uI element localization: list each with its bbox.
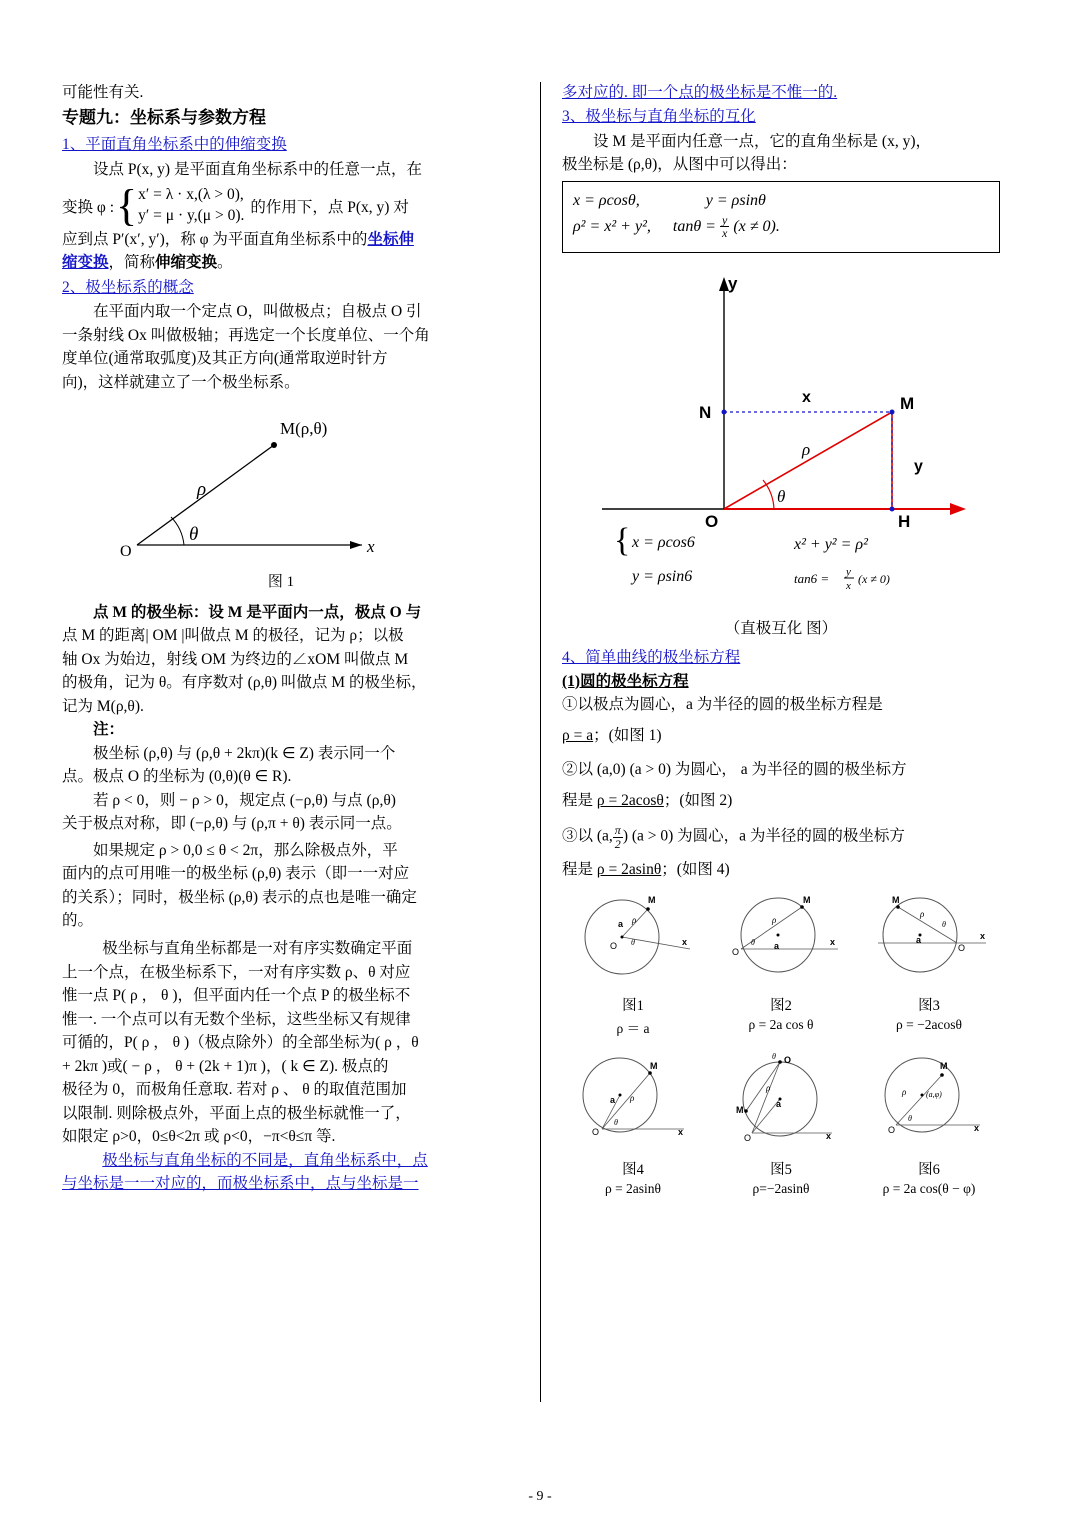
- diagram-label-x: x: [802, 389, 811, 407]
- section-2-heading: 2、极坐标系的概念: [62, 278, 194, 296]
- left-p21: 极坐标与直角坐标都是一对有序实数确定平面: [102, 940, 413, 958]
- circle-figure-5: [710, 1051, 852, 1197]
- left-p8: [62, 602, 500, 624]
- circle-figure-2-svg: [710, 887, 852, 987]
- diagram-label-M: M: [900, 394, 915, 414]
- figure-1-svg: [62, 400, 500, 570]
- left-p10: 轴 Ox 为始边，射线 OM 为终边的∠xOM 叫做点 M: [62, 650, 409, 668]
- circle-eq-3: ρ = 2asinθ: [596, 860, 662, 878]
- circle-figure-1-svg: [562, 887, 704, 987]
- right-p5: [562, 725, 1000, 747]
- fig3-label-rho: ρ: [920, 909, 925, 919]
- left-p18: 面内的点可用唯一的极坐标 (ρ,θ) 表示（即一一对应: [62, 865, 410, 883]
- right-column: [562, 82, 1000, 1197]
- fig2-label-a: a: [774, 941, 780, 951]
- circle-figure-3-caption: 图3: [918, 998, 940, 1014]
- sub-eq-4-cond: (x ≠ 0): [858, 572, 890, 587]
- circle-figure-2: [710, 887, 852, 1033]
- fig3-label-a: a: [916, 935, 922, 945]
- circle-figure-1-equation: ρ ＝ a: [616, 1021, 650, 1036]
- circle-figure-2-caption: 图2: [770, 998, 792, 1014]
- sub-eq-2: y = ρsin6: [632, 568, 693, 586]
- circle-figure-6-caption: 图6: [918, 1162, 940, 1178]
- figure-1-label-theta: θ: [189, 524, 199, 546]
- diagram-label-y-axis: y: [728, 274, 738, 294]
- left-p4: [62, 301, 500, 323]
- left-p14: 点。极点 O 的坐标为 (0,θ)(θ ∈ R).: [62, 768, 292, 786]
- conversion-y-eq: y = ρsinθ: [705, 191, 766, 209]
- left-column: [62, 82, 500, 1197]
- circle-figure-4-equation: ρ = 2asinθ: [604, 1181, 662, 1196]
- left-p11: 的极角，记为 θ。有序数对 (ρ,θ) 叫做点 M 的极坐标，: [62, 674, 427, 692]
- fig5-label-x: x: [826, 1131, 832, 1141]
- fig6-label-M: M: [940, 1061, 948, 1071]
- circle-figure-5-equation: ρ=−2asinθ: [752, 1181, 810, 1196]
- fig4-label-x: x: [678, 1127, 684, 1137]
- circle-eq-2-ref: ；(如图 2): [663, 791, 733, 809]
- figure-1-label-x: x: [367, 537, 375, 557]
- fig2-label-theta: θ: [751, 938, 755, 947]
- sub-eq-4: tan6 =: [794, 571, 830, 587]
- fig2-label-rho: ρ: [772, 915, 777, 925]
- left-p3-text: ，简称: [108, 254, 156, 272]
- left-p3-tail: 。: [217, 254, 233, 272]
- left-p22: 上一个点，在极坐标系下，一对有序实数 ρ、θ 对应: [62, 963, 411, 981]
- conversion-diagram-svg: [562, 259, 1000, 609]
- left-p19: 的关系）；同时，极坐标 (ρ,θ) 表示的点也是唯一确定: [62, 888, 417, 906]
- pi-over-two-fraction: [613, 824, 623, 850]
- circle-eq-1-ref: ；(如图 1): [593, 726, 662, 744]
- fig3-label-theta: θ: [942, 920, 946, 929]
- fig6-label-rho: ρ: [902, 1087, 907, 1097]
- column-divider: [540, 82, 541, 1402]
- fig1-label-theta: θ: [631, 938, 635, 947]
- right-p3: 极坐标是 (ρ,θ)，从图中可以得出：: [562, 156, 797, 174]
- right-p8-tail: ) (a > 0) 为圆心，a 为半径的圆的极坐标方: [622, 828, 905, 845]
- left-line-top: 可能性有关.: [62, 84, 144, 101]
- fig6-label-point: (a,φ): [926, 1090, 942, 1099]
- circle-figure-6-equation: ρ = 2a cos(θ − φ): [882, 1181, 976, 1196]
- left-p9: 点 M 的距离| OM |叫做点 M 的极径，记为 ρ；以极: [62, 627, 404, 645]
- conversion-line-1: [573, 192, 989, 210]
- circle-eq-2: ρ = 2acosθ: [596, 791, 664, 809]
- left-p26: + 2kπ )或( − ρ ， θ + (2k + 1)π )，( k ∈ Z). 极点的: [62, 1057, 389, 1075]
- left-p28: 以限制. 则除极点外，平面上点的极坐标就惟一了，: [62, 1104, 411, 1122]
- left-p3: [62, 252, 500, 274]
- circle-figure-3-svg: [858, 887, 1000, 987]
- circle-figures-row-1: [562, 887, 1000, 1037]
- right-p7: [562, 790, 1000, 812]
- circle-figure-2-equation: ρ = 2a cos θ: [748, 1017, 814, 1032]
- circle-figure-6-svg: [858, 1051, 1000, 1151]
- right-p6: ②以 (a,0) (a > 0) 为圆心， a 为半径的圆的极坐标方: [562, 761, 907, 779]
- subsection-circle-heading: (1)圆的极坐标方程: [562, 673, 689, 690]
- fig3-label-M: M: [892, 895, 900, 905]
- left-p4-text: 在平面内取一个定点 O，叫做极点；自极点 O 引: [93, 303, 422, 321]
- conversion-cond: (x ≠ 0).: [733, 217, 780, 235]
- fig1-label-M: M: [648, 895, 656, 905]
- left-p2-text: 应到点 P′(x′, y′)，称 φ 为平面直角坐标系中的: [62, 230, 368, 248]
- transform-line-2: y′ = μ · y,(μ > 0).: [138, 206, 245, 224]
- fig5-label-M: M: [736, 1105, 744, 1115]
- transform-line-1: x′ = λ · x,(λ > 0),: [138, 186, 244, 204]
- figure-1-label-M: M(ρ,θ): [280, 419, 328, 439]
- conversion-line-2: [573, 214, 989, 240]
- section-4-heading: 4、简单曲线的极坐标方程: [562, 648, 741, 666]
- two-den: 2: [614, 836, 621, 851]
- fig5-label-a: a: [776, 1099, 782, 1109]
- circle-figure-3-equation: ρ = −2acosθ: [896, 1017, 962, 1032]
- fig5-label-theta: θ: [772, 1052, 776, 1061]
- fig3-label-x: x: [980, 931, 986, 941]
- left-p20: 的。: [62, 912, 94, 930]
- circle-figure-3: [858, 887, 1000, 1033]
- sub-eq-brace: {: [614, 522, 631, 560]
- sub-eq-1: x = ρcos6: [632, 534, 695, 552]
- fig4-label-rho: ρ: [630, 1093, 635, 1103]
- fig5-label-O: O: [744, 1133, 752, 1143]
- right-p2: 设 M 是平面内任意一点，它的直角坐标是 (x, y)，: [593, 132, 931, 150]
- fig4-label-theta: θ: [614, 1118, 618, 1127]
- right-p9-lead: 程是: [562, 860, 594, 878]
- fig6-label-x: x: [974, 1123, 980, 1133]
- diagram-label-ylen: y: [914, 458, 923, 476]
- fig5-label-rho: ρ: [766, 1083, 771, 1093]
- left-p24: 惟一. 一个点可以有无数个坐标，这些坐标又有规律: [62, 1010, 411, 1028]
- left-p16: 关于极点对称，即 (−ρ,θ) 与 (ρ,π + θ) 表示同一点。: [62, 815, 402, 833]
- right-p8: [562, 824, 1000, 850]
- left-p27: 极径为 0，而极角任意取. 若对 ρ 、 θ 的取值范围加: [62, 1081, 407, 1099]
- fig1-label-a: a: [618, 919, 624, 929]
- fig2-label-x: x: [830, 937, 836, 947]
- circle-figure-5-svg: [710, 1051, 852, 1151]
- page-title: 专题九：坐标系与参数方程: [62, 108, 266, 128]
- circle-figure-1-caption: 图1: [622, 998, 644, 1014]
- diagram-label-rho: ρ: [802, 440, 811, 460]
- transform-lines: [138, 185, 244, 227]
- right-p8-lead: ③以 (a,: [562, 828, 613, 845]
- transform-formula: [62, 180, 500, 230]
- conversion-fraction-num: y: [721, 212, 728, 227]
- left-p3-emph1: 缩变换: [62, 254, 109, 272]
- circle-figures-row-2: [562, 1051, 1000, 1197]
- fig2-label-O: O: [732, 947, 740, 957]
- diagram-label-H: H: [898, 512, 911, 532]
- fig4-label-O: O: [592, 1127, 600, 1137]
- figure-1-label-rho: ρ: [197, 479, 207, 501]
- left-p15: 若 ρ < 0，则 − ρ > 0，规定点 (−ρ,θ) 与点 (ρ,θ): [93, 791, 396, 809]
- left-p13: 极坐标 (ρ,θ) 与 (ρ,θ + 2kπ)(k ∈ Z) 表示同一个: [93, 744, 396, 762]
- left-p31: 与坐标是一一对应的，而极坐标系中，点与坐标是一: [62, 1175, 419, 1193]
- circle-figure-4-caption: 图4: [622, 1162, 644, 1178]
- left-p6: 度单位(通常取弧度)及其正方向(通常取逆时针方: [62, 350, 388, 368]
- left-p23: 惟一点 P( ρ ， θ )，但平面内任一个点 P 的极坐标不: [62, 987, 411, 1005]
- fig4-label-a: a: [610, 1095, 616, 1105]
- circle-eq-1: ρ = a: [562, 726, 594, 744]
- fig3-label-O: O: [958, 943, 966, 953]
- transform-tail: 的作用下，点 P(x, y) 对: [250, 198, 409, 216]
- figure-conversion-diagram: [562, 259, 1000, 614]
- transform-label: 变换 φ :: [62, 198, 115, 216]
- left-p8-text: 点 M 的极坐标：设 M 是平面内一点，极点 O 与: [93, 603, 422, 621]
- left-p25: 可循的，P( ρ ， θ )（极点除外）的全部坐标为( ρ ，θ: [62, 1034, 419, 1052]
- figure-1-polar-concept: [62, 400, 500, 570]
- fig1-label-rho: ρ: [632, 915, 637, 925]
- fig2-label-M: M: [803, 895, 811, 905]
- pi-num: π: [614, 823, 621, 838]
- section-3-heading: 3、极坐标与直角坐标的互化: [562, 108, 756, 126]
- circle-figure-4-svg: [562, 1051, 704, 1151]
- left-p7: 向)，这样就建立了一个极坐标系。: [62, 373, 300, 391]
- left-p17: 如果规定 ρ > 0,0 ≤ θ < 2π，那么除极点外，平: [93, 841, 398, 859]
- left-note-label: 注：: [93, 721, 125, 739]
- fig1-label-x: x: [682, 937, 688, 947]
- left-p30: 极坐标与直角坐标的不同是，直角坐标系中，点: [102, 1151, 428, 1169]
- sub-eq-4-num: y: [846, 566, 851, 579]
- circle-figure-1: [562, 887, 704, 1037]
- circle-figure-6: [858, 1051, 1000, 1197]
- fig1-label-O: O: [610, 941, 618, 951]
- conversion-fraction-den: x: [721, 226, 728, 241]
- figure-1-label-O: O: [120, 543, 132, 561]
- fig5-label-O-top: O: [784, 1055, 792, 1065]
- right-p1: 多对应的. 即一个点的极坐标是不惟一的.: [562, 84, 838, 101]
- left-p2: [62, 229, 500, 251]
- page-number: - 9 -: [528, 1489, 552, 1504]
- right-p7-lead: 程是: [562, 791, 594, 809]
- right-p9: [562, 859, 1000, 881]
- section-1-heading: 1、平面直角坐标系中的伸缩变换: [62, 136, 287, 154]
- circle-figure-4: [562, 1051, 704, 1197]
- diagram-label-theta: θ: [777, 487, 786, 507]
- sub-eq-3: x² + y² = ρ²: [794, 536, 868, 554]
- conversion-x-eq: x = ρcosθ,: [573, 191, 640, 209]
- figure-1-caption: 图 1: [267, 574, 295, 591]
- left-p29: 如限定 ρ>0，0≤θ<2π 或 ρ<0，−π<θ≤π 等.: [62, 1128, 336, 1146]
- left-p5: 一条射线 Ox 叫做极轴；再选定一个长度单位、一个角: [62, 326, 430, 344]
- circle-eq-3-ref: ；(如图 4): [661, 860, 730, 878]
- conversion-rho-eq: ρ² = x² + y²,: [573, 217, 651, 235]
- fig4-label-M: M: [650, 1061, 658, 1071]
- conversion-fraction: [720, 214, 729, 240]
- circle-figures-grid: [562, 887, 1000, 1197]
- sub-eq-4-den: x: [846, 580, 851, 593]
- right-p4: ①以极点为圆心，a 为半径的圆的极坐标方程是: [562, 696, 883, 714]
- conversion-tan-eq: tanθ =: [672, 217, 716, 235]
- left-p12: 记为 M(ρ,θ).: [62, 697, 144, 715]
- diagram-label-O: O: [705, 512, 719, 532]
- left-p1: 设点 P(x, y) 是平面直角坐标系中的任意一点，在: [93, 160, 422, 178]
- left-p2-emph: 坐标伸: [367, 230, 414, 248]
- left-p3-emph2: 伸缩变换: [155, 254, 218, 272]
- conversion-formula-box: [562, 181, 1000, 253]
- conversion-figure-caption: （直极互化 图）: [724, 620, 838, 638]
- left-brace: {: [116, 180, 138, 230]
- circle-figure-5-caption: 图5: [770, 1162, 792, 1178]
- diagram-label-N: N: [699, 403, 712, 423]
- fig6-label-theta: θ: [908, 1114, 912, 1123]
- fig6-label-O: O: [888, 1125, 896, 1135]
